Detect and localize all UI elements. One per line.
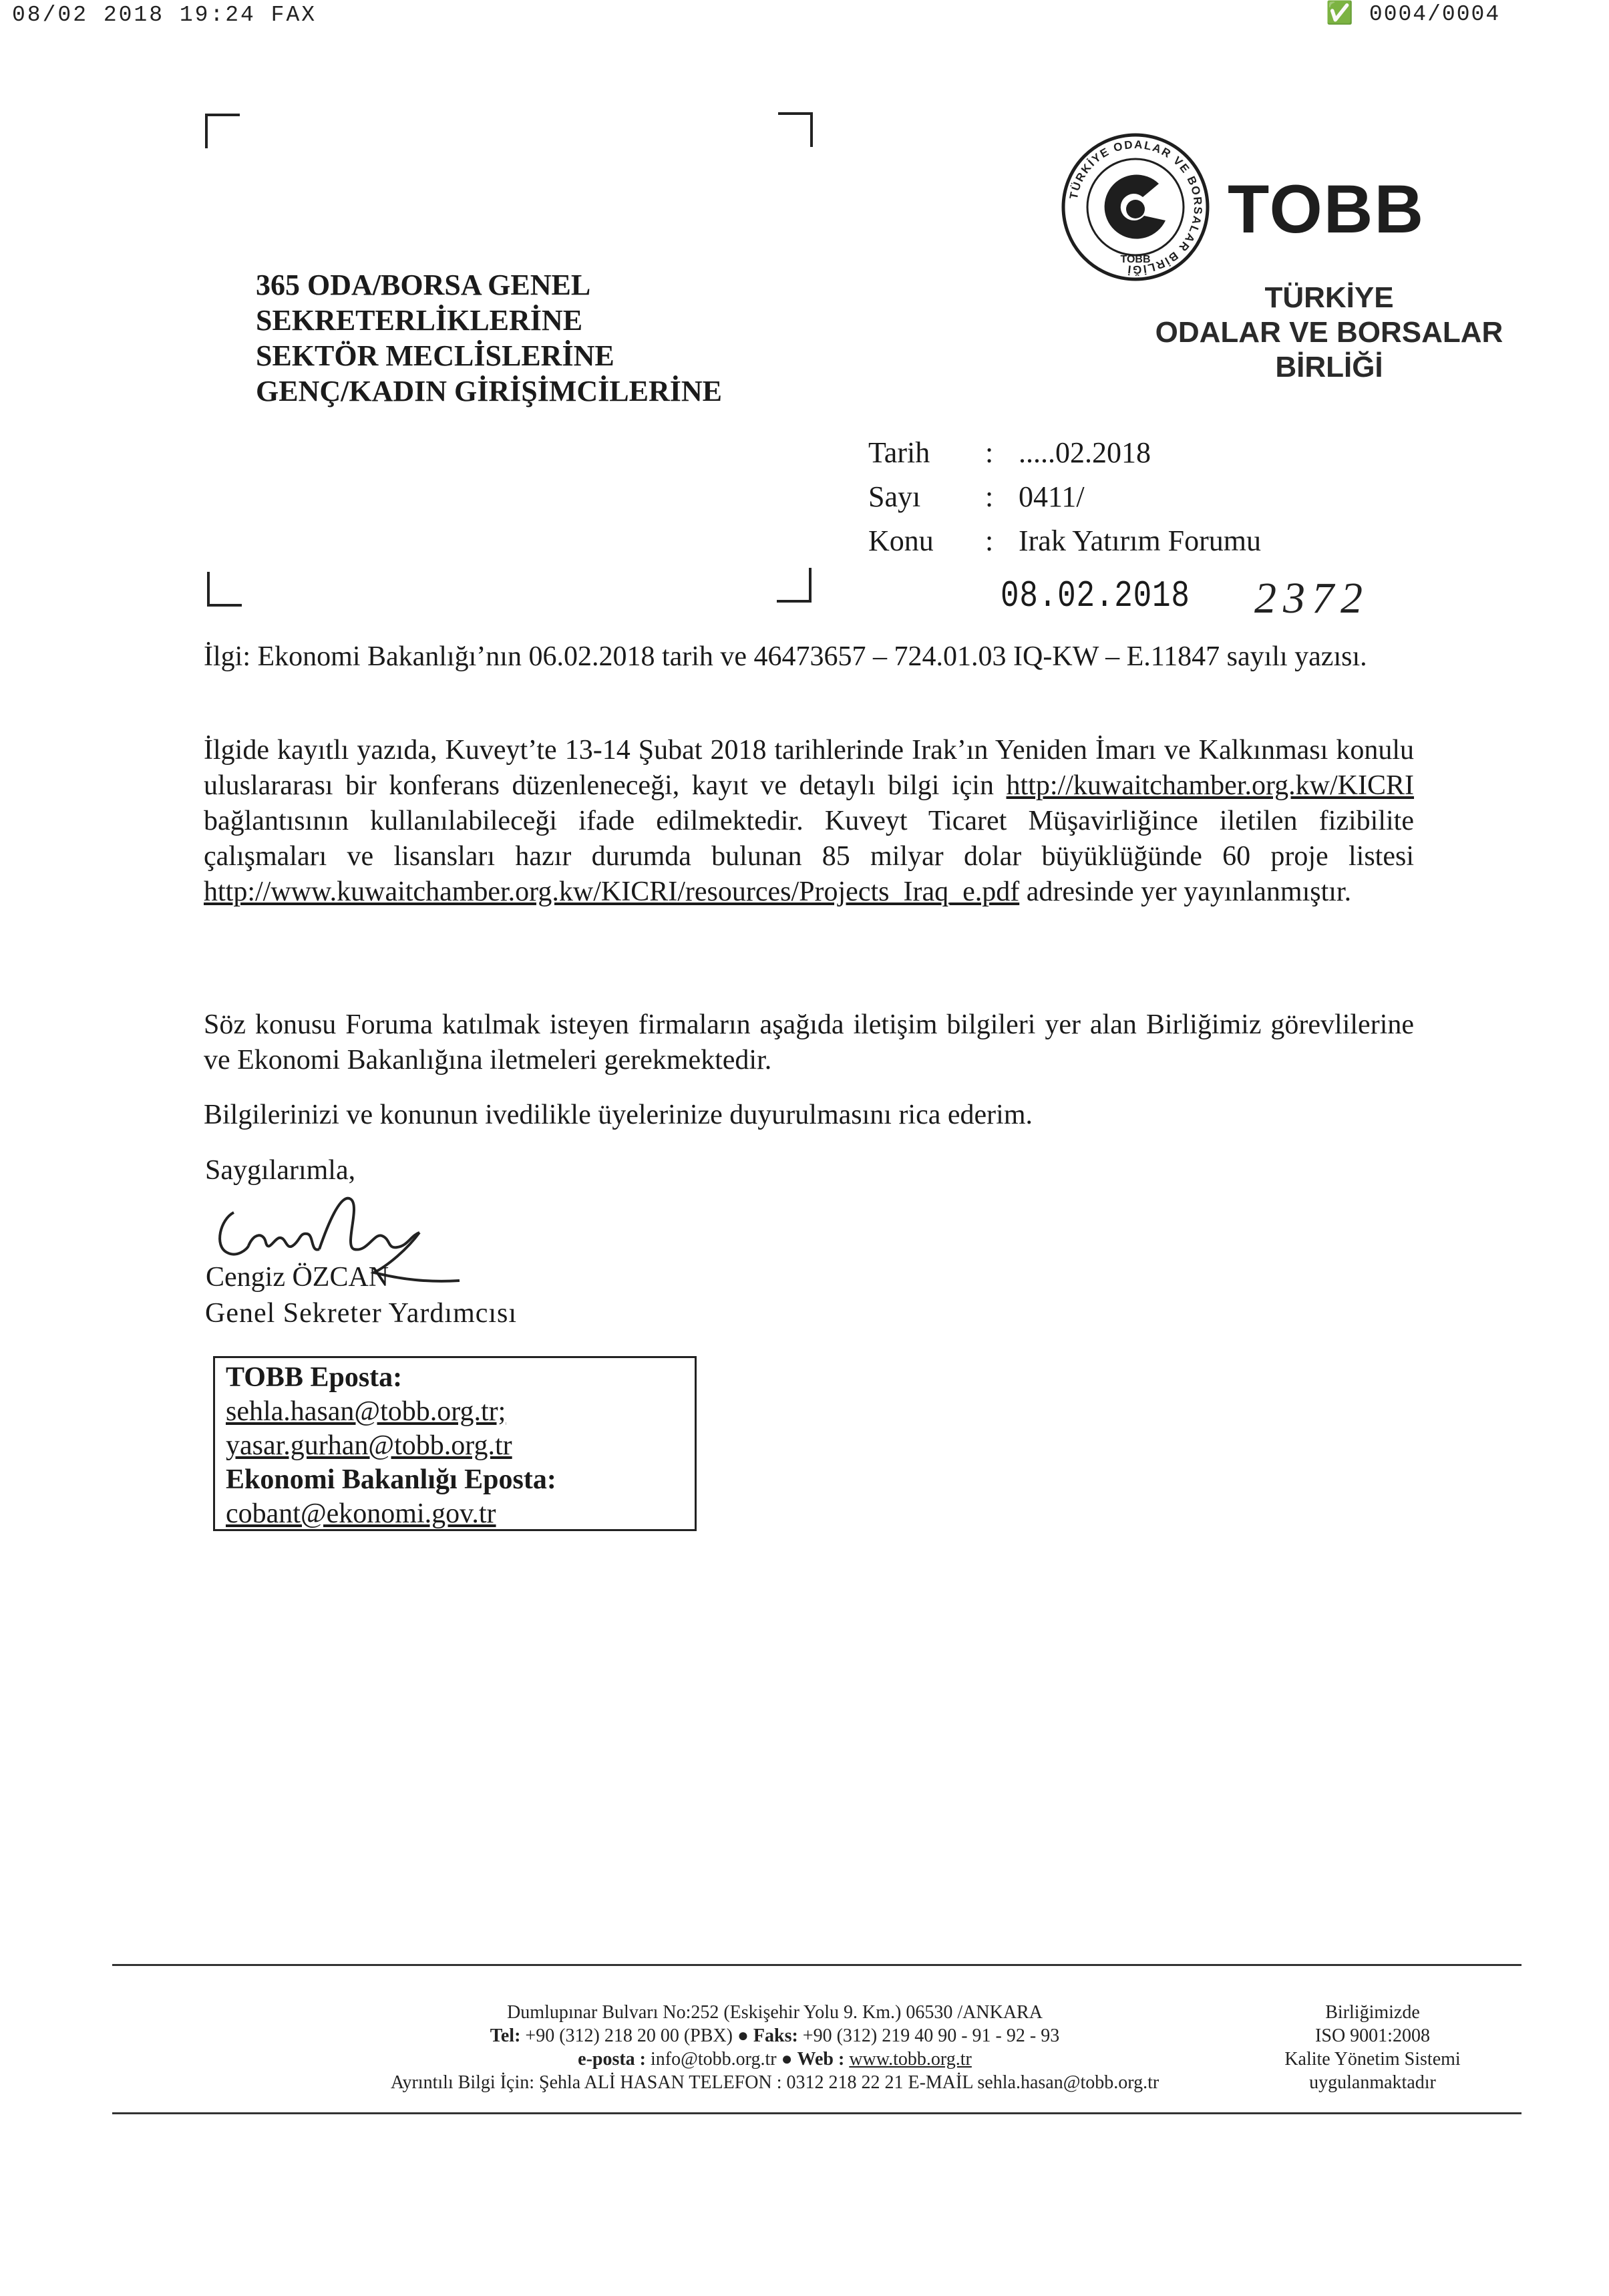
fax-header-right: ✅ 0004/0004 xyxy=(1326,2,1501,27)
number-value: 0411/ xyxy=(1019,480,1085,513)
email-label: e-posta : xyxy=(578,2049,647,2070)
subject-label: Konu xyxy=(868,524,934,557)
addressee-line: 365 ODA/BORSA GENEL xyxy=(256,269,591,301)
signatory-title: Genel Sekreter Yardımcısı xyxy=(205,1298,518,1329)
logo-base-text: TOBB xyxy=(1120,254,1151,265)
bullet-icon: ● xyxy=(781,2049,793,2070)
received-stamp-number: 2372 xyxy=(1254,574,1369,623)
footer-info-line: Ayrıntılı Bilgi İçin: Şehla ALİ HASAN TELEFON : 0312 218 22 21 E-MAİL sehla.hasan@tobb.org.tr xyxy=(390,2072,1159,2093)
logo-ring-text: TÜRKİYE ODALAR VE BORSALAR BİRLİĞİ xyxy=(1067,138,1205,277)
meta-colon: : xyxy=(985,480,994,513)
crop-mark-top-left xyxy=(205,114,240,148)
org-name-line-3: BİRLİĞİ xyxy=(1275,351,1383,383)
projects-pdf-link[interactable]: http://www.kuwaitchamber.org.kw/KICRI/resources/Projects_Iraq_e.pdf xyxy=(204,876,1020,907)
reference-line: İlgi: Ekonomi Bakanlığı’nın 06.02.2018 tarih ve 46473657 – 724.01.03 IQ-KW – E.11847 sayılı yazısı. xyxy=(204,641,1367,672)
addressee-line: GENÇ/KADIN GİRİŞİMCİLERİNE xyxy=(256,375,723,407)
footer-web-link[interactable]: www.tobb.org.tr xyxy=(849,2049,972,2070)
iso-line: ISO 9001:2008 xyxy=(1315,2025,1430,2046)
org-name-line-1: TÜRKİYE xyxy=(1264,281,1394,314)
paragraph-1-part-2: bağlantısının kullanılabileceği ifade edilmektedir. Kuveyt Ticaret Müşavirliğince iletilen fizibilite çalışmaları ve lisansları hazır durumda bulunan 85 milyar dolar büyüklüğünde 60 proje listesi xyxy=(204,806,1414,872)
tel-value: +90 (312) 218 20 00 (PBX) xyxy=(525,2025,733,2046)
signatory-name: Cengiz ÖZCAN xyxy=(206,1262,389,1293)
bullet-icon: ● xyxy=(737,2025,749,2046)
web-label: Web : xyxy=(797,2049,845,2070)
addressee-line: SEKTÖR MECLİSLERİNE xyxy=(256,339,614,372)
footer-web-line xyxy=(334,2047,1216,2071)
meta-subject-row xyxy=(868,519,1261,563)
paragraph-3: Bilgilerinizi ve konunun ivedilikle üyelerinize duyurulmasını rica ederim. xyxy=(204,1100,1033,1130)
tel-label: Tel: xyxy=(490,2025,521,2046)
crop-mark-bottom-right xyxy=(777,568,812,603)
subject-value: Irak Yatırım Forumu xyxy=(1019,524,1261,557)
iso-notice xyxy=(1256,2001,1489,2094)
letter-meta xyxy=(868,431,1261,563)
received-stamp-date: 08.02.2018 xyxy=(1001,575,1190,617)
footer-address: Dumlupınar Bulvarı No:252 (Eskişehir Yolu 9. Km.) 06530 /ANKARA xyxy=(507,2002,1043,2023)
number-label: Sayı xyxy=(868,480,921,513)
paragraph-1 xyxy=(204,733,1414,910)
footer-contact xyxy=(334,2001,1216,2094)
meta-number-row xyxy=(868,475,1261,519)
crop-mark-top-right xyxy=(778,112,813,147)
closing-salutation: Saygılarımla, xyxy=(205,1155,356,1186)
ministry-email-link[interactable]: cobant@ekonomi.gov.tr xyxy=(226,1498,496,1529)
kicri-link[interactable]: http://kuwaitchamber.org.kw/KICRI xyxy=(1006,770,1415,801)
paragraph-2: Söz konusu Foruma katılmak isteyen firmaların aşağıda iletişim bilgileri yer alan Birliğimiz görevlilerine ve Ekonomi Bakanlığına iletmeleri gerekmektedir. xyxy=(204,1009,1414,1076)
iso-line: Birliğimizde xyxy=(1325,2002,1420,2023)
meta-colon: : xyxy=(985,524,994,557)
footer-email[interactable]: info@tobb.org.tr xyxy=(651,2049,777,2070)
contact-box xyxy=(213,1356,697,1531)
tobb-email-link[interactable]: sehla.hasan@tobb.org.tr; xyxy=(226,1396,506,1427)
meta-date-row xyxy=(868,431,1261,475)
ministry-email-heading: Ekonomi Bakanlığı Eposta: xyxy=(226,1464,556,1495)
paragraph-1-part-1: İlgide kayıtlı yazıda, Kuveyt’te 13-14 Şubat 2018 tarihlerinde Irak’ın Yeniden İmarı ve Kalkınması konulu uluslararası bir konferans düzenleneceği, kayıt ve detaylı bilgi için xyxy=(204,735,1414,801)
tobb-email-heading: TOBB Eposta: xyxy=(226,1362,403,1393)
addressee-line: SEKRETERLİKLERİNE xyxy=(256,304,583,337)
iso-line: uygulanmaktadır xyxy=(1309,2072,1436,2093)
addressee-block xyxy=(256,267,722,409)
organization-name xyxy=(1142,281,1516,385)
tobb-email-link[interactable]: yasar.gurhan@tobb.org.tr xyxy=(226,1430,512,1461)
footer-bottom-rule xyxy=(112,2112,1522,2114)
date-value: .....02.2018 xyxy=(1019,436,1151,469)
fax-header-left: 08/02 2018 19:24 FAX xyxy=(12,3,317,27)
crop-mark-bottom-left xyxy=(207,572,242,607)
org-name-line-2: ODALAR VE BORSALAR xyxy=(1155,316,1503,349)
footer-top-rule xyxy=(112,1964,1522,1966)
meta-colon: : xyxy=(985,436,994,469)
brand-name: TOBB xyxy=(1228,171,1425,247)
fax-label: Faks: xyxy=(753,2025,798,2046)
paragraph-1-part-3: adresinde yer yayınlanmıştır. xyxy=(1026,876,1352,907)
iso-line: Kalite Yönetim Sistemi xyxy=(1284,2049,1461,2070)
footer-phone-line xyxy=(334,2024,1216,2047)
tobb-seal-logo-icon xyxy=(1059,130,1212,284)
date-label: Tarih xyxy=(868,436,930,469)
fax-value: +90 (312) 219 40 90 - 91 - 92 - 93 xyxy=(802,2025,1060,2046)
